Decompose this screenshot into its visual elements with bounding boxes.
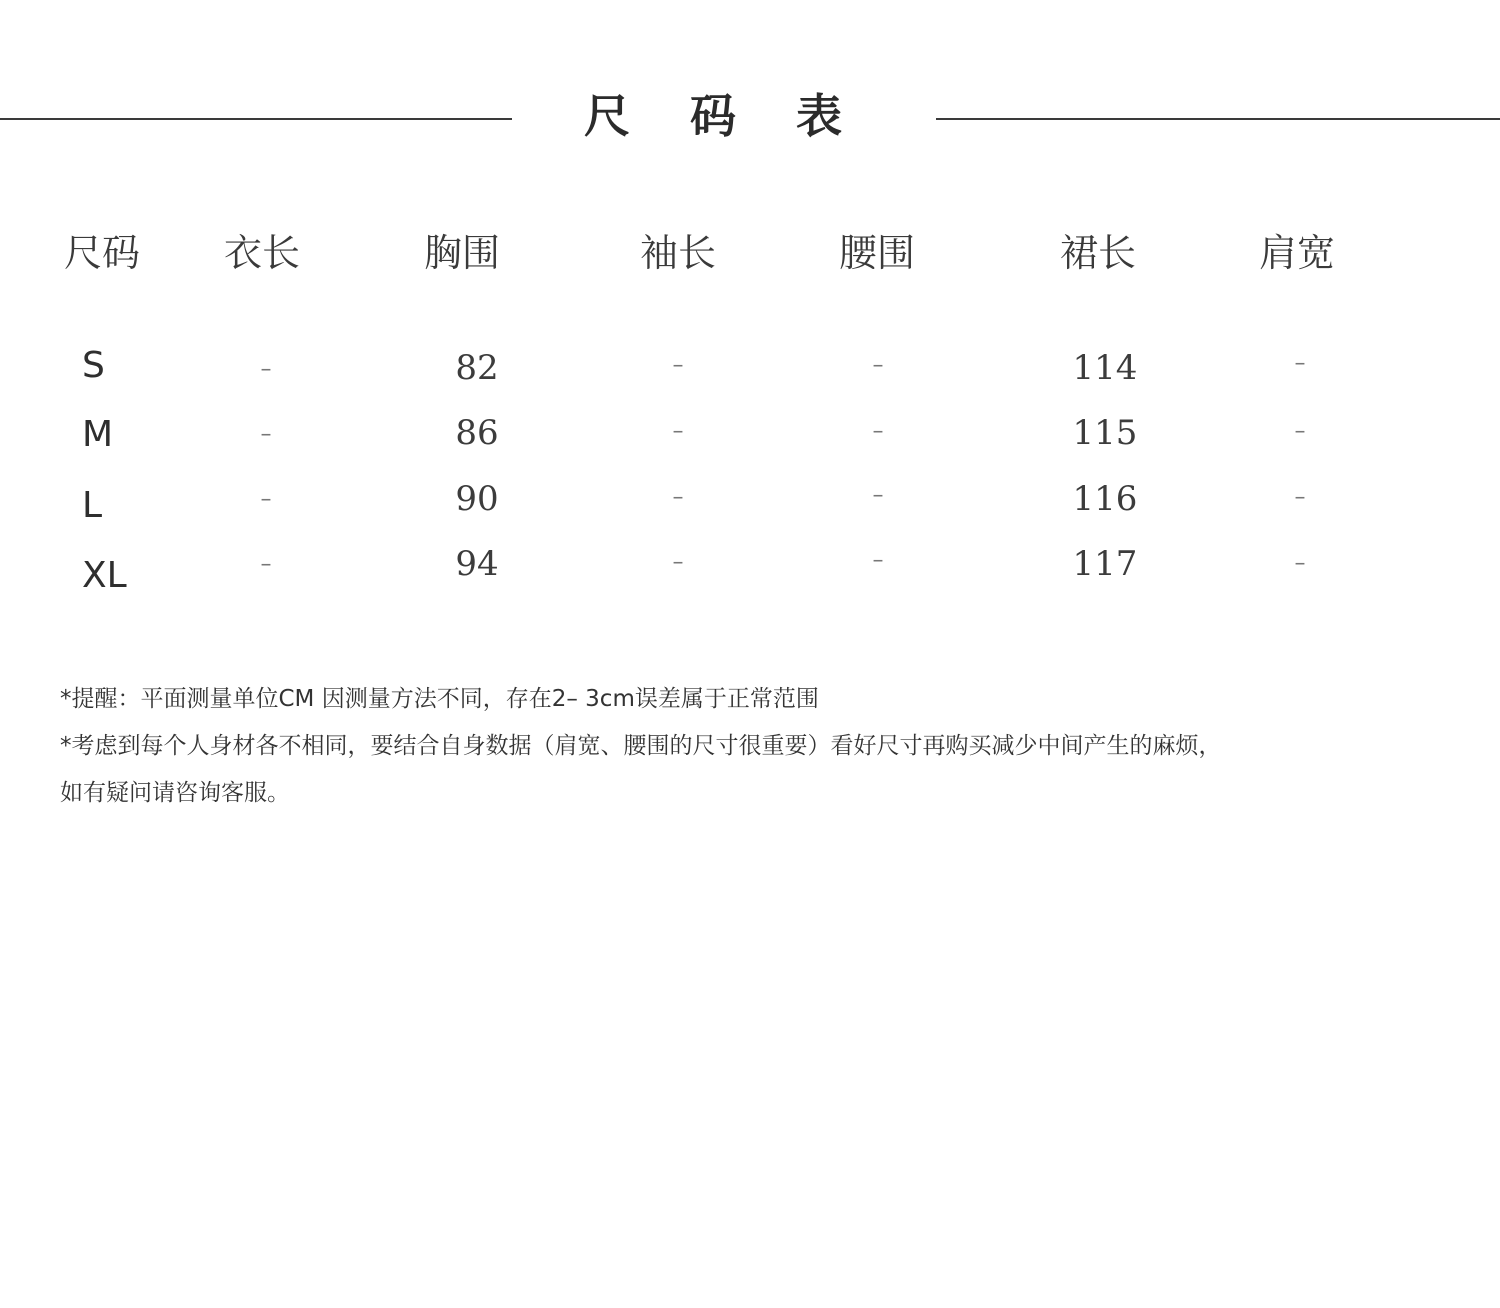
table-cell: 82 <box>455 348 499 388</box>
table-cell: – <box>872 548 884 573</box>
table-cell: 116 <box>1072 479 1138 519</box>
table-cell: – <box>1294 551 1306 576</box>
size-table <box>0 0 1500 640</box>
table-cell: – <box>1294 351 1306 376</box>
note-fit-advice: *考虑到每个人身材各不相同，要结合自身数据（肩宽、腰围的尺寸很重要）看好尺寸再购买减少中间产生的麻烦， <box>60 733 1222 759</box>
table-cell: – <box>872 483 884 508</box>
header-shoulder: 肩宽 <box>1258 231 1336 275</box>
table-cell: – <box>1294 485 1306 510</box>
table-cell: – <box>260 487 272 512</box>
table-cell: – <box>260 422 272 447</box>
note-measurement-tolerance: *提醒：平面测量单位CM 因测量方法不同，存在2– 3cm误差属于正常范围 <box>60 686 819 712</box>
table-cell: 94 <box>455 544 499 584</box>
row-size-label: M <box>82 414 114 455</box>
note-contact-service: 如有疑问请咨询客服。 <box>60 780 290 806</box>
header-bust: 胸围 <box>423 231 501 275</box>
size-notes <box>60 676 1450 817</box>
table-cell: 86 <box>455 413 499 453</box>
page-title: 尺 码 表 <box>583 89 865 143</box>
table-cell: – <box>872 353 884 378</box>
table-cell: – <box>260 552 272 577</box>
header-sleeve: 袖长 <box>639 231 717 275</box>
table-cell: – <box>872 419 884 444</box>
table-cell: – <box>672 485 684 510</box>
header-waist: 腰围 <box>838 231 916 275</box>
row-size-label: XL <box>82 555 127 596</box>
header-skirt-length: 裙长 <box>1059 231 1137 275</box>
row-size-label: L <box>82 485 103 526</box>
table-cell: – <box>260 357 272 382</box>
table-cell: – <box>672 353 684 378</box>
header-length: 衣长 <box>223 231 301 275</box>
table-cell: 114 <box>1072 348 1138 388</box>
table-cell: – <box>1294 419 1306 444</box>
header-size: 尺码 <box>63 231 141 275</box>
table-cell: 115 <box>1072 413 1138 453</box>
row-size-label: S <box>82 345 105 386</box>
table-cell: 90 <box>455 479 499 519</box>
table-cell: – <box>672 419 684 444</box>
table-cell: 117 <box>1072 544 1138 584</box>
table-cell: – <box>672 550 684 575</box>
